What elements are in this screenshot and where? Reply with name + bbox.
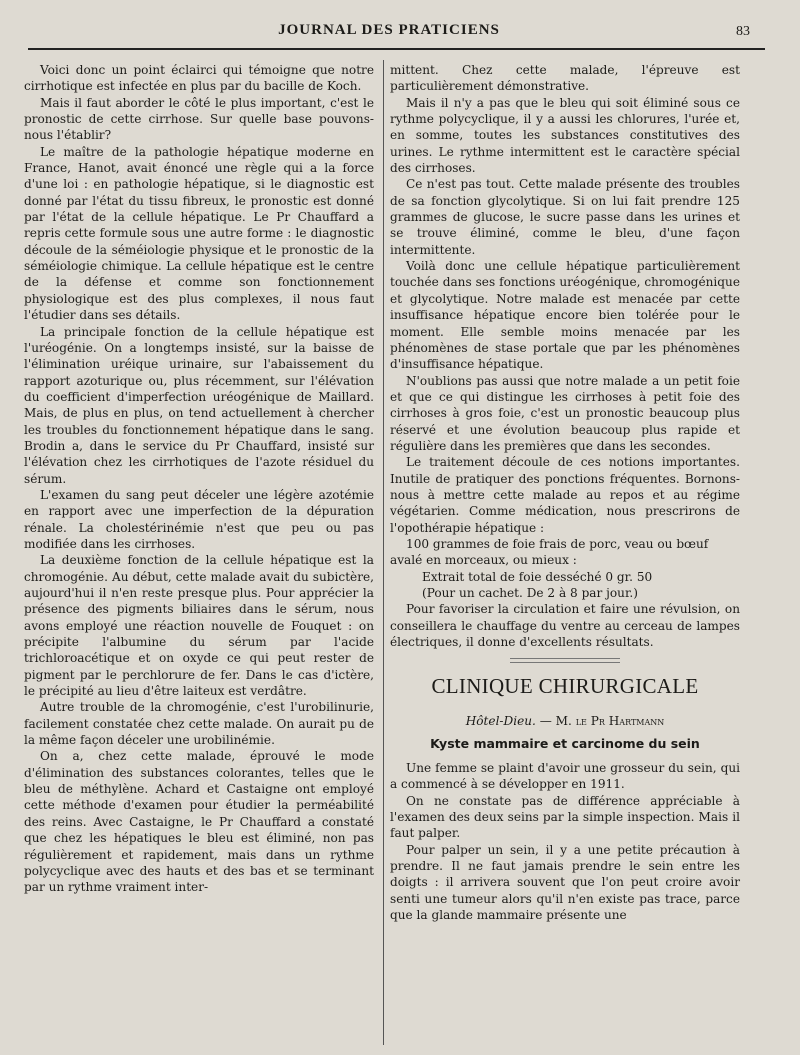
left-column [24, 62, 374, 896]
prescription-line: 100 grammes de foie frais de porc, veau ou bœuf avalé en morceaux, ou mieux : [390, 536, 709, 568]
header-rule [28, 48, 765, 50]
page-number: 83 [736, 24, 750, 39]
paragraph: Le traitement découle de ces notions importantes. Inutile de pratiquer des ponctions fréquentes. Bornons-nous à mettre cette malade au repos et au régime végétarien. Comme médication, nous prescrirons de l'opothérapie hépatique : [390, 455, 740, 535]
paragraph: L'examen du sang peut déceler une légère azotémie en rapport avec une imperfection de la dépuration rénale. La cholestérinémie n'est que peu ou pas modifiée dans les cirrhoses. [24, 487, 374, 551]
prescription-line: Extrait total de foie desséché 0 gr. 50 [422, 569, 653, 584]
journal-title: JOURNAL DES PRATICIENS [278, 22, 500, 38]
section-title: CLINIQUE CHIRURGICALE [431, 674, 699, 699]
paragraph: Autre trouble de la chromogénie, c'est l'urobilinurie, facilement constatée chez cette malade. On aurait pu de la même façon déceler une urobilinémie. [24, 700, 374, 748]
paragraph: La principale fonction de la cellule hépatique est l'uréogénie. On a longtemps insisté, sur la baisse de l'élimination uréique urinaire, sur l'abaissement du rapport azoturique ou, plus récemment, sur l'élévation du coefficient d'imperfection uréogénique de Maillard. Mais, de plus en plus, on tend actuellement à chercher les troubles du fonctionnement hépatique dans le sang. Brodin a, dans le service du Pr Chauffard, insisté sur l'élévation chez les cirrhotiques de l'azote résiduel du sérum. [24, 324, 374, 486]
byline [390, 713, 740, 729]
paragraph: Une femme se plaint d'avoir une grosseur du sein, qui a commencé à se développer en 1911. [390, 761, 740, 792]
article-title: Kyste mammaire et carcinome du sein [430, 735, 700, 751]
section-separator [510, 658, 620, 663]
right-column [390, 62, 740, 924]
paragraph: Pour favoriser la circulation et faire une révulsion, on conseillera le chauffage du ventre au cerceau de lampes électriques, il donne d'excellents résultats. [390, 602, 740, 650]
paragraph: Ce n'est pas tout. Cette malade présente des troubles de sa fonction glycolytique. Si on lui fait prendre 125 grammes de glucose, le sucre passe dans les urines et se trouve éliminé, comme le bleu, d'une façon intermittente. [390, 177, 740, 257]
paragraph: La deuxième fonction de la cellule hépatique est la chromogénie. Au début, cette malade avait du subictère, aujourd'hui il n'en reste presque plus. Pour apprécier la présence des pigments biliaires dans le sérum, nous avons employé une réaction nouvelle de Fouquet : on précipite l'albumine du sérum par l'acide trichloroacétique et on oxyde ce qui peut rester de pigment par le perchlorure de fer. Dans le cas d'ictère, le précipité au lieu d'être laiteux est verdâtre. [24, 553, 374, 699]
paragraph: N'oublions pas aussi que notre malade a un petit foie et que ce qui distingue les cirrhoses à petit foie des cirrhoses à gros foie, c'est un pronostic beaucoup plus réservé et une évolution beaucoup plus rapide et régulière dans les premières que dans les secondes. [390, 373, 740, 453]
paragraph: Mais il faut aborder le côté le plus important, c'est le pronostic de cette cirrhose. Sur quelle base pouvons-nous l'établir? [24, 95, 374, 143]
prescription-line: (Pour un cachet. De 2 à 8 par jour.) [422, 586, 638, 600]
paragraph: On a, chez cette malade, éprouvé le mode d'élimination des substances colorantes, telles que le bleu de méthylène. Achard et Castaigne ont employé cette méthode d'examen pour étudier la perméabilité des reins. Avec Castaigne, le Pr Chauffard a constaté que chez les hépatiques le bleu est éliminé, non pas régulièrement et rapidement, mais dans un rythme polycyclique avec des hauts et des bas et se terminant par un rythme vraiment inter- [24, 749, 374, 895]
paragraph: Pour palper un sein, il y a une petite précaution à prendre. Il ne faut jamais prendre le sein entre les doigts : il arrivera souvent que l'on peut croire avoir senti une tumeur alors qu'il n'en existe pas trace, parce que la glande mammaire présente une [390, 842, 740, 923]
paragraph: Mais il n'y a pas que le bleu qui soit éliminé sous ce rythme polycyclique, il y a aussi les chlorures, l'urée et, en somme, toutes les substances constitutives des urines. Le rythme intermittent est le caractère spécial des cirrhoses. [390, 95, 740, 176]
byline-author: — M. le Pr Hartmann [539, 714, 665, 729]
paragraph: Voilà donc une cellule hépatique particulièrement touchée dans ses fonctions uréogénique, chromogénique et glycolytique. Notre malade est menacée par cette insuffisance hépatique encore bien tolérée pour le moment. Elle semble moins menacée par les phénomènes de stase portale que par les phénomènes d'insuffisance hépatique. [390, 259, 740, 372]
column-divider [383, 60, 384, 1045]
paragraph: mittent. Chez cette malade, l'épreuve est particulièrement démonstrative. [390, 63, 740, 94]
paragraph: Le maître de la pathologie hépatique moderne en France, Hanot, avait énoncé une règle qui a la force d'une loi : en pathologie hépatique, si le diagnostic est donné par l'état du tissu fibreux, le pronostic est donné par l'état de la cellule hépatique. Le Pr Chauffard a repris cette formule sous une autre forme : le diagnostic découle de la séméiologie physique et le pronostic de la séméiologie chimique. La cellule hépatique est le centre de la défense et comme son fonctionnement physiologique est des plus complexes, il nous faut l'étudier dans ses détails. [24, 144, 374, 323]
paragraph: Voici donc un point éclairci qui témoigne que notre cirrhotique est infectée en plus par du bacille de Koch. [24, 63, 374, 94]
byline-location: Hôtel-Dieu. [465, 714, 536, 729]
paragraph: On ne constate pas de différence appréciable à l'examen des deux seins par la simple inspection. Mais il faut palper. [390, 793, 740, 841]
page-header [28, 22, 750, 46]
